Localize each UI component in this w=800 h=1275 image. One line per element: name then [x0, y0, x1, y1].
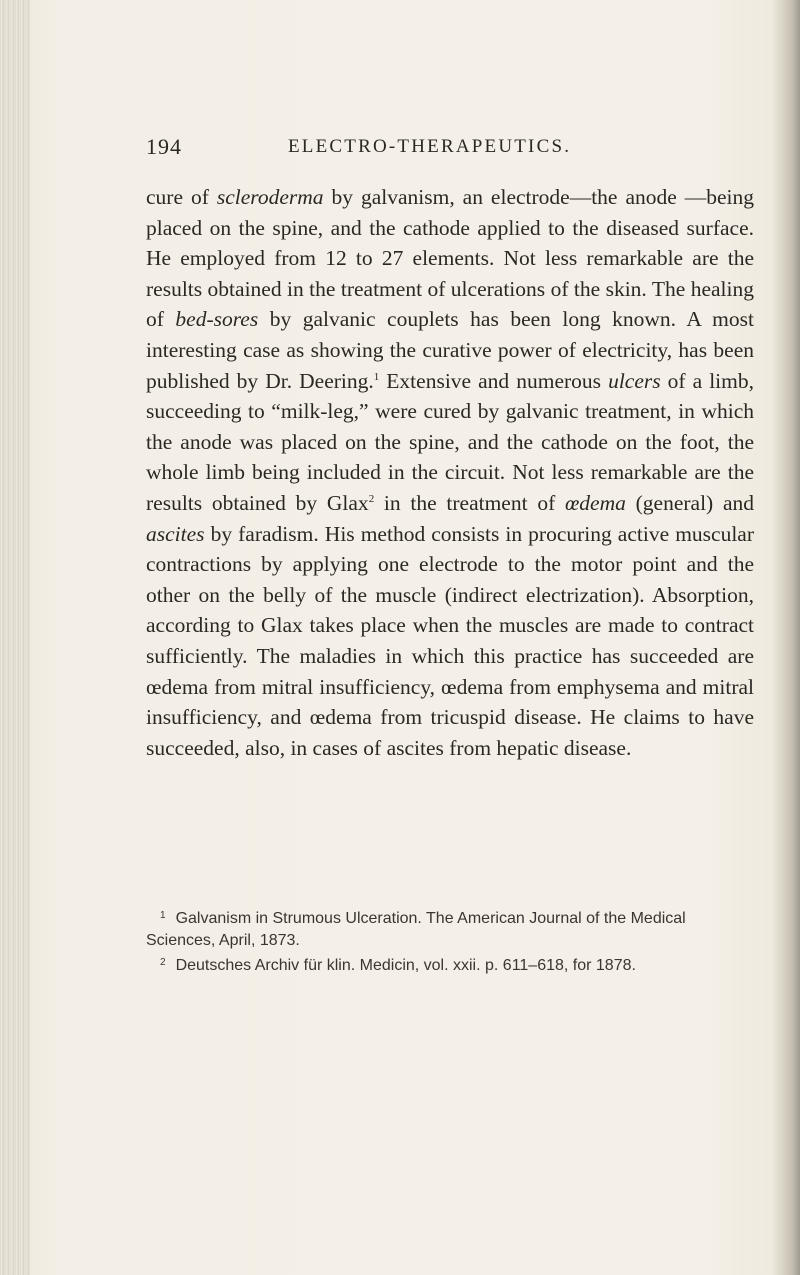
footnote-mark: 2 — [160, 957, 166, 968]
text-run: Extensive and numerous — [379, 368, 609, 393]
body-paragraph — [146, 182, 754, 763]
footnotes — [146, 905, 754, 977]
page-number: 194 — [146, 134, 182, 159]
footnote-text: Galvanism in Strumous Ulceration. The American Journal of the Medical Sciences, April, 1873. — [146, 910, 686, 949]
footnote-1 — [146, 905, 754, 952]
text-run: by galvanism, an electrode—the anode —being placed on the spine, and the cathode applied to the diseased surface. He employed from 12 to 27 elements. Not less remarkable are the results obtained in the treatment of ulcerations of the skin. The healing of — [146, 185, 755, 332]
footnote-ref-1: 1 — [373, 370, 380, 383]
footnote-ref-2: 2 — [368, 492, 375, 505]
page-binding-shadow — [0, 0, 30, 1275]
text-run: by faradism. His method consists in procuring active muscular contractions by applying one electrode to the motor point and the other on the belly of the muscle (indirect electrization). Absorption, according to Glax takes place when the muscles are made to contract sufficiently. The maladies in which this practice has succeeded are œdema from mitral insufficiency, œdema from emphysema and mitral insufficiency, and œdema from tricuspid disease. He claims to have succeeded, also, in cases of ascites from hepatic disease. — [146, 521, 754, 760]
italic-term-ulcers: ulcers — [608, 368, 661, 393]
italic-term-bed-sores: bed-sores — [175, 307, 259, 332]
italic-term-ascites: ascites — [146, 521, 205, 546]
text-run: by galvanic couplets has been long known. A most interesting case as showing the curative power of electricity, has been published by Dr. Deering. — [146, 307, 754, 393]
italic-term-oedema: œdema — [564, 490, 626, 515]
text-run: in the treatment of — [374, 490, 565, 515]
running-head: ELECTRO-THERAPEUTICS. — [288, 136, 572, 157]
footnote-2 — [146, 952, 754, 977]
italic-term-scleroderma: scleroderma — [216, 185, 324, 209]
text-run: of a limb, succeeding to “milk-leg,” were cured by galvanic treatment, in which the anode was placed on the spine, and the cathode on the foot, the whole limb being included in the circuit. Not less remarkable are the results obtained by Glax — [146, 368, 754, 515]
footnote-mark: 1 — [160, 910, 166, 921]
text-run: cure of — [146, 185, 217, 209]
page-edge-shadow — [772, 0, 800, 1275]
footnote-text: Deutsches Archiv für klin. Medicin, vol. xxii. p. 611–618, for 1878. — [175, 957, 636, 974]
text-run: (general) and — [625, 490, 754, 515]
page-header — [146, 134, 746, 164]
